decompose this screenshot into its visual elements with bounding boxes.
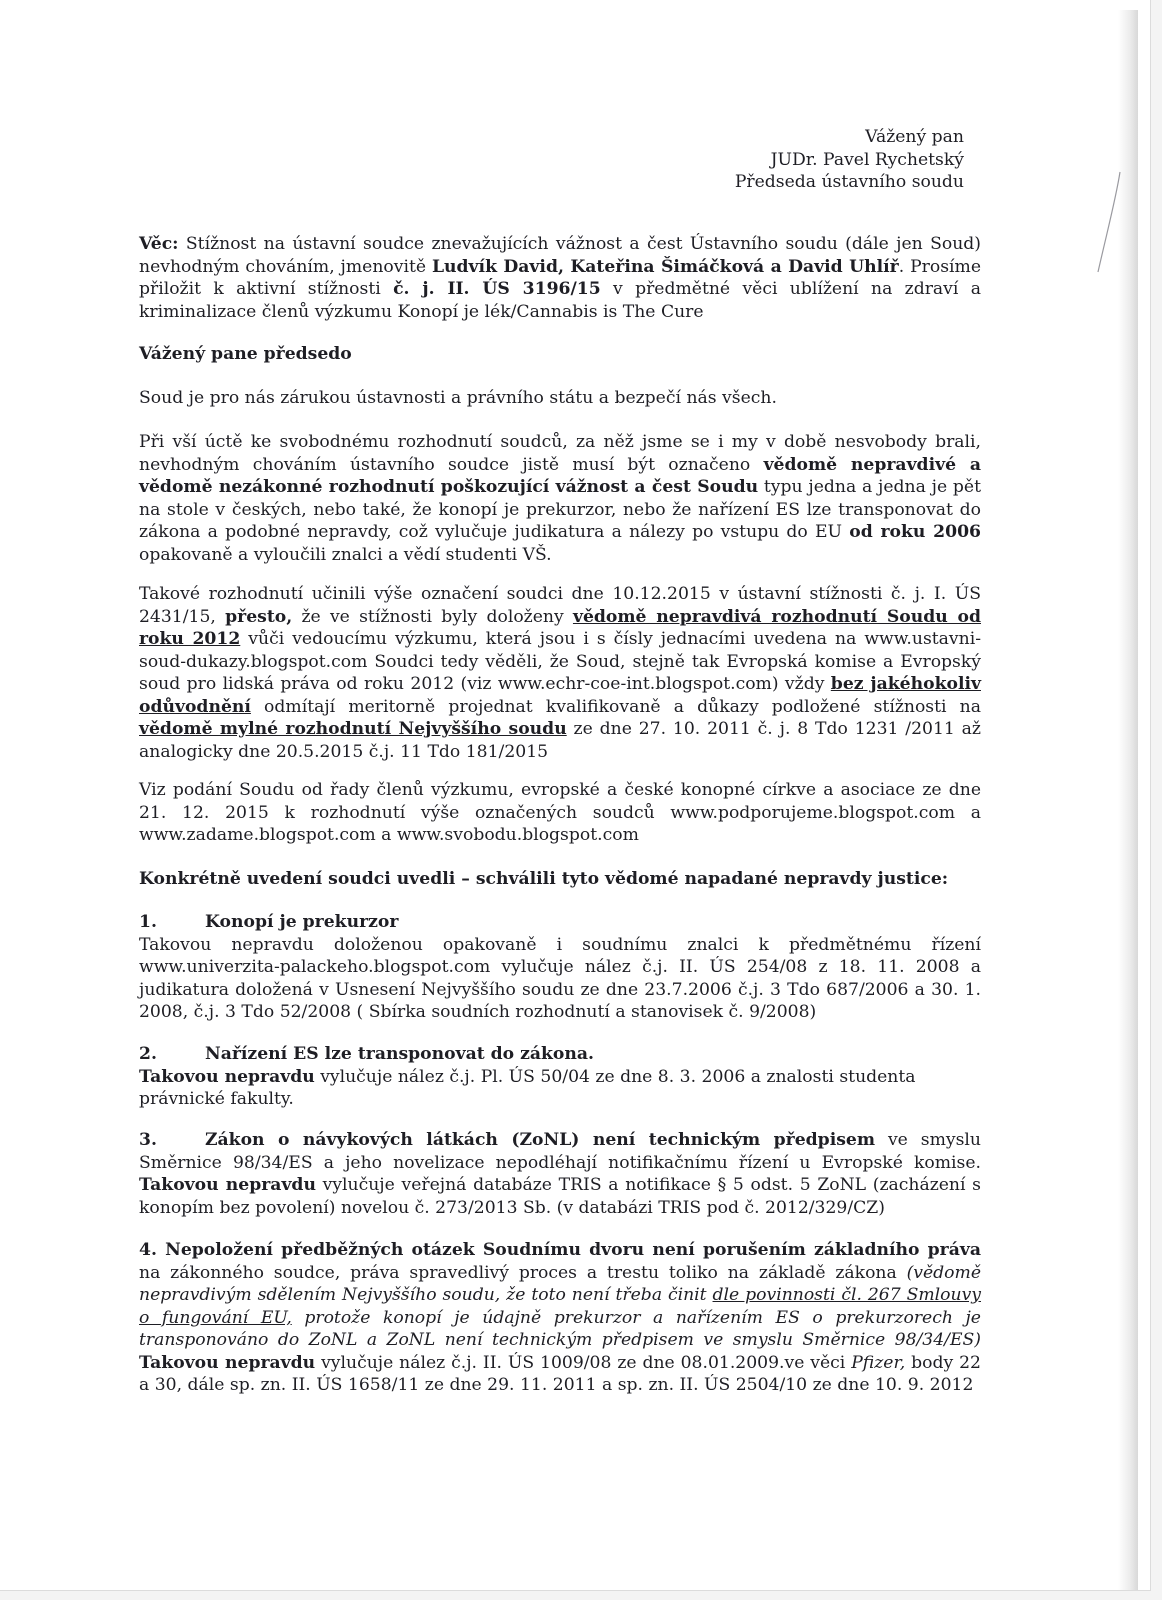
para2-text-3: opakovaně a vyloučili znalci a vědí studenti VŠ. — [139, 544, 552, 565]
list-item-4 — [139, 1239, 981, 1397]
para3-text-2: že ve stížnosti byly doloženy — [292, 606, 573, 627]
subject-text-2: . Prosíme přiložit k aktivní stížnosti — [139, 256, 981, 299]
item3-text-2: vylučuje veřejná databáze TRIS a notifikace § 5 odst. 5 ZoNL (zacházení s konopím bez povolení) novelou č. 273/2013 Sb. (v databázi TRIS pod č. 2012/329/CZ) — [139, 1175, 981, 1218]
item2-text: vylučuje nález č.j. Pl. ÚS 50/04 ze dne 8. 3. 2006 a znalosti studenta právnické fakulty. — [139, 1066, 916, 1109]
item3-lead: Takovou nepravdu — [139, 1175, 316, 1195]
paragraph-respect — [139, 431, 981, 566]
para3-text-3: vůči vedoucímu výzkumu, která jsou i s čísly jednacími uvedena na www.ustavni-soud-dukazy.blogspot.com Soudci tedy věděli, že Soud, stejně tak Evropská komise a Evropský soud pro lidská práva od roku 2012 (viz www.echr-coe-int.blogspot.com) vždy — [139, 629, 982, 694]
item4-italic-underlined: dle povinnosti čl. 267 Smlouvy o fungování EU, — [139, 1285, 981, 1328]
letter-salutation: Vážený pane předsedo — [139, 344, 352, 364]
subject-paragraph — [139, 233, 981, 323]
item2-body — [139, 1066, 981, 1111]
list-item-1 — [139, 911, 981, 1024]
item4-italic-1: (vědomě nepravdivým sdělením Nejvyššího soudu, že toto není třeba činit — [139, 1262, 981, 1305]
addressee-block — [735, 126, 964, 194]
para3-underlined-2: bez jakéhokoliv odůvodnění — [139, 674, 981, 717]
subject-text-3: v předmětné věci ublížení na zdraví a kriminalizace členů výzkumu Konopí je lék/Cannabis is The Cure — [139, 279, 981, 322]
item4-text-2: vylučuje nález č.j. II. ÚS 1009/08 ze dne 08.01.2009.ve věci — [315, 1352, 852, 1373]
addressee-title: Předseda ústavního soudu — [734, 172, 964, 192]
para3-underlined-1: vědomě nepravdivá rozhodnutí Soudu od roku 2012 — [139, 606, 981, 649]
item2-number: 2. — [139, 1044, 157, 1064]
para2-text-1: Při vší úctě ke svobodnému rozhodnutí soudců, za něž jsme se i my v době nesvobody brali, nevhodným chováním ústavního soudce jistě musí být označeno — [139, 432, 981, 475]
para3-bold-1: přesto, — [225, 606, 293, 627]
item4-italic-2: protože konopí je údajně prekurzor a nařízením ES o prekurzorech je transponováno do ZoNL a ZoNL není technickým předpisem ve smyslu Směrnice 98/34/ES) — [139, 1307, 981, 1350]
item3-title: Zákon o návykových látkách (ZoNL) není technickým předpisem — [205, 1130, 876, 1150]
item2-title: Nařízení ES lze transponovat do zákona. — [205, 1044, 594, 1064]
paragraph-decision — [139, 583, 981, 763]
para3-text-1: Takové rozhodnutí učinili výše označení soudci dne 10.12.2015 v ústavní stížnosti č. j. I. ÚS 2431/15, — [139, 584, 981, 627]
item1-text: Takovou nepravdu doloženou opakovaně i soudnímu znalci k předmětnému řízení www.univerzita-palackeho.blogspot.com vylučuje nález č.j. II. ÚS 254/08 z 18. 11. 2008 a judikatura doložená v Usnesení Nejvyššího soudu ze dne 23.7.2006 č.j. 3 Tdo 687/2006 a 30. 1. 2008, č.j. 3 Tdo 52/2008 ( Sbírka soudních rozhodnutí a stanovisek č. 9/2008) — [139, 934, 981, 1022]
list-item-3 — [139, 1129, 981, 1219]
subject-case-reference: č. j. II. ÚS 3196/15 — [393, 279, 601, 299]
item3-text-1: ve smyslu Směrnice 98/34/ES a jeho novelizace nepodléhají notifikačnímu řízení u Evropské komise. — [139, 1130, 981, 1173]
para3-text-4: odmítají meritorně projednat kvalifikovaně a důkazy podložené stížnosti na — [250, 696, 981, 717]
item2-heading — [139, 1043, 981, 1066]
item4-text-3: body 22 a 30, dále sp. zn. II. ÚS 1658/11 ze dne 29. 11. 2011 a sp. zn. II. ÚS 2504/10 ze dne 10. 9. 2012 — [139, 1352, 981, 1395]
item4-lead: Takovou nepravdu — [139, 1352, 316, 1373]
item4-italic-3: Pfizer, — [851, 1352, 906, 1373]
para3-text-5: ze dne 27. 10. 2011 č. j. 8 Tdo 1231 /2011 až analogicky dne 20.5.2015 č.j. 11 Tdo 181/2015 — [139, 719, 981, 762]
item2-lead: Takovou nepravdu — [139, 1066, 315, 1087]
para2-bold-2: od roku 2006 — [849, 522, 981, 542]
para2-text-2: typu jedna a jedna je pět na stole v českých, nebo také, že konopí je prekurzor, nebo že nařízení ES lze transponovat do zákona a podobné nepravdy, což vylučuje judikatura a nálezy po vstupu do EU — [139, 477, 981, 542]
subject-text-1: Stížnost na ústavní soudce znevažujících vážnost a čest Ústavního soudu (dále jen Soud) nevhodným chováním, jmenovitě — [139, 234, 981, 277]
subject-judge-names: Ludvík David, Kateřina Šimáčková a David Uhlíř — [431, 256, 899, 277]
subject-label: Věc: — [139, 234, 179, 254]
item3-number: 3. — [139, 1130, 157, 1150]
item4-title: 4. Nepoložení předběžných otázek Soudnímu dvoru není porušením základního práva — [139, 1240, 981, 1260]
list-heading: Konkrétně uvedení soudci uvedli – schválili tyto vědomé napadané nepravdy justice: — [139, 869, 949, 889]
item1-heading — [139, 911, 981, 934]
addressee-name: JUDr. Pavel Rychetský — [770, 149, 964, 170]
pen-stroke-mark — [1094, 168, 1124, 278]
para2-bold-1: vědomě nepravdivé a vědomě nezákonné rozhodnutí poškozující vážnost a čest Soudu — [139, 454, 981, 497]
item4-text-1: na zákonného soudce, práva spravedlivý proces a trestu toliko na základě zákona — [139, 1262, 907, 1283]
item1-title: Konopí je prekurzor — [205, 912, 399, 932]
list-item-2 — [139, 1043, 981, 1111]
intro-paragraph: Soud je pro nás zárukou ústavnosti a právního státu a bezpečí nás všech. — [139, 388, 777, 408]
item1-number: 1. — [139, 912, 157, 932]
addressee-salutation: Vážený pan — [865, 127, 964, 147]
para3-underlined-3: vědomě mylné rozhodnutí Nejvyššího soudu — [139, 719, 567, 739]
paragraph-submissions: Viz podání Soudu od řady členů výzkumu, evropské a české konopné církve a asociace ze dne 21. 12. 2015 k rozhodnutí výše označených soudců www.podporujeme.blogspot.com a www.zadame.blogspot.com a www.svobodu.blogspot.com — [139, 780, 981, 845]
